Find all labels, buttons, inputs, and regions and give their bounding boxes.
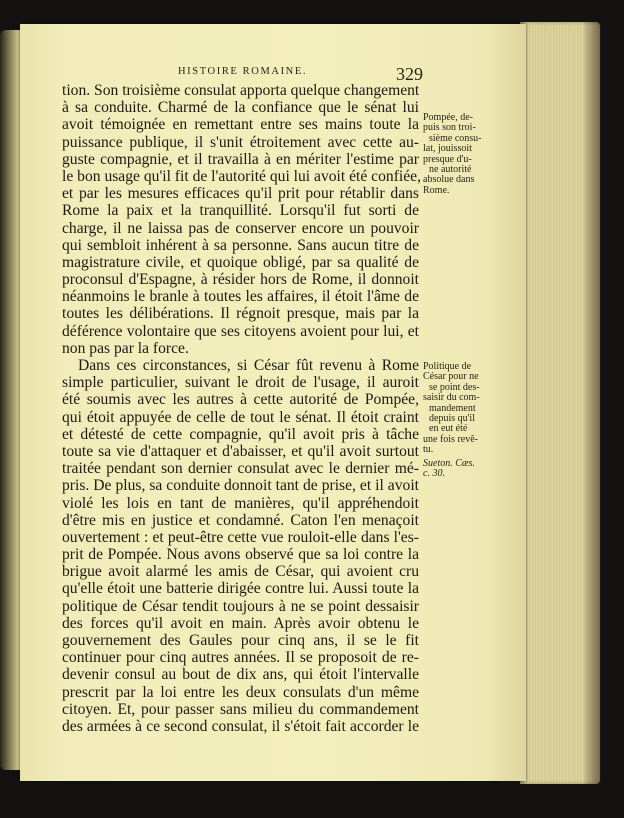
margin-note-citation [423,459,495,480]
text-line: guste compagnie, et il travailla à en mériter l'estime par [62,150,419,168]
text-line: continuer pour cinq autres années. Il se proposoit de re- [62,649,419,667]
page-stack-shadow [584,22,602,784]
page-number: 329 [396,64,423,84]
note-line: en eut été [429,423,468,435]
text-line: ouvertement : et peut-être cette vue rouloit-elle dans l'es- [62,528,419,546]
text-line: et par les mesures efficaces qu'il prit pour rétablir dans [62,185,419,203]
text-line: puissance publique, il s'unit étroitement avec cette au- [62,133,419,151]
text-line: été soumis avec les autres à cette autorité de Pompée, [62,391,419,409]
citation-text: Sueton. Cæs. [423,458,475,469]
text-line: toutes les délibérations. Il régnoit presque, mais par la [62,305,419,323]
note-line: Pompée, de- [423,112,473,123]
text-line: le bon usage qu'il fit de l'autorité qui lui avoit été confiée, [62,167,421,185]
note-line: sième consu- [429,132,482,144]
text-line: qui sembloit inhérent à sa personne. Sans aucun titre de [62,236,419,254]
note-line: Politique de [423,361,472,372]
text-line: d'être mis en justice et condamné. Caton l'en menaçoit [62,511,419,529]
text-line: brigue avoit alarmé les amis de César, qui avoient cru [62,563,419,581]
left-page-edge [0,30,22,770]
text-line: des armées à ce second consulat, il s'étoit fait accorder le [62,717,419,735]
text-line: non pas par la force. [62,339,189,357]
main-text [62,82,419,735]
margin-note-pompee [423,113,495,196]
running-title: HISTOIRE ROMAINE. [178,66,308,77]
text-line: des forces qu'il avoit en main. Après avoir obtenu le [62,614,419,632]
text-line: gouvernement des Gaules pour cinq ans, il se le fit [62,632,419,649]
note-line: César pour ne [423,371,479,383]
text-line: déférence volontaire que ses citoyens avoient pour lui, et [62,322,419,340]
note-line: mandement [429,402,476,414]
note-line: tu. [423,444,434,456]
text-line: et détesté de cette compagnie, qu'il avoit pris à tâche [62,425,419,443]
text-line: qu'elle étoit une batterie dirigée contre lui. Aussi toute la [62,580,419,598]
note-line: lat, jouissoit [423,143,472,155]
paragraph-1 [62,82,419,357]
text-line: proconsul d'Espagne, à résider hors de Rome, il donnoit [62,271,419,289]
citation-text: c. 30. [423,468,445,480]
paragraph-2 [62,357,419,735]
note-line: se point des- [429,381,480,393]
text-line: à sa conduite. Charmé de la confiance que le sénat lui [62,99,419,117]
text-line: politique de César tendit toujours à ne se point dessaisir [62,597,419,615]
text-line: néanmoins le branle à toutes les affaires, il étoit l'âme de [62,288,419,306]
note-line: depuis qu'il [429,413,475,425]
text-line: traitée pendant son dernier consulat avec le dernier mé- [62,460,419,478]
text-line: violé les lois en tant de manières, qu'il appréhendoit [62,494,419,512]
text-line: Dans ces circonstances, si César fût revenu à Rome [78,357,419,374]
note-line: ne autorité [429,164,472,176]
text-line: Rome la paix et la tranquillité. Lorsqu'il fut sorti de [62,202,419,220]
text-line: toute sa vie d'attaquer et d'abaisser, et qu'il avoit surtout [62,442,419,460]
text-line: qui étoit appuyée de celle de tout le sénat. Il étoit craint [62,408,419,426]
note-line [423,469,495,479]
note-line: presque d'u- [423,153,472,165]
text-line: tion. Son troisième consulat apporta quelque changement [62,82,420,99]
note-line: une fois revê- [423,433,478,445]
margin-note-cesar [423,362,495,456]
text-line: prit de Pompée. Nous avons observé que sa loi contre la [62,546,419,564]
text-line: devenir consul au bout de dix ans, qui étoit l'intervalle [62,666,419,684]
text-line: prescrit par la loi entre les deux consulats d'un même [62,683,419,701]
text-line: avoit témoignée en remettant entre ses mains toute la [62,116,419,134]
note-line: Rome. [423,184,450,196]
text-line: simple particulier, suivant le droit de l'usage, il auroit [62,374,419,392]
text-line: pris. De plus, sa conduite donnoit tant de prise, et il avoit [62,477,419,495]
note-line: puis son troi- [423,122,476,134]
note-line: absolue dans [423,174,475,186]
note-line: saisir du com- [423,392,480,404]
text-line: citoyen. Et, pour passer sans milieu du commandement [62,700,419,718]
text-line: charge, il ne laissa pas de conserver encore un pouvoir [62,219,419,237]
text-line: magistrature civile, et quoique obligé, par sa qualité de [62,253,419,271]
